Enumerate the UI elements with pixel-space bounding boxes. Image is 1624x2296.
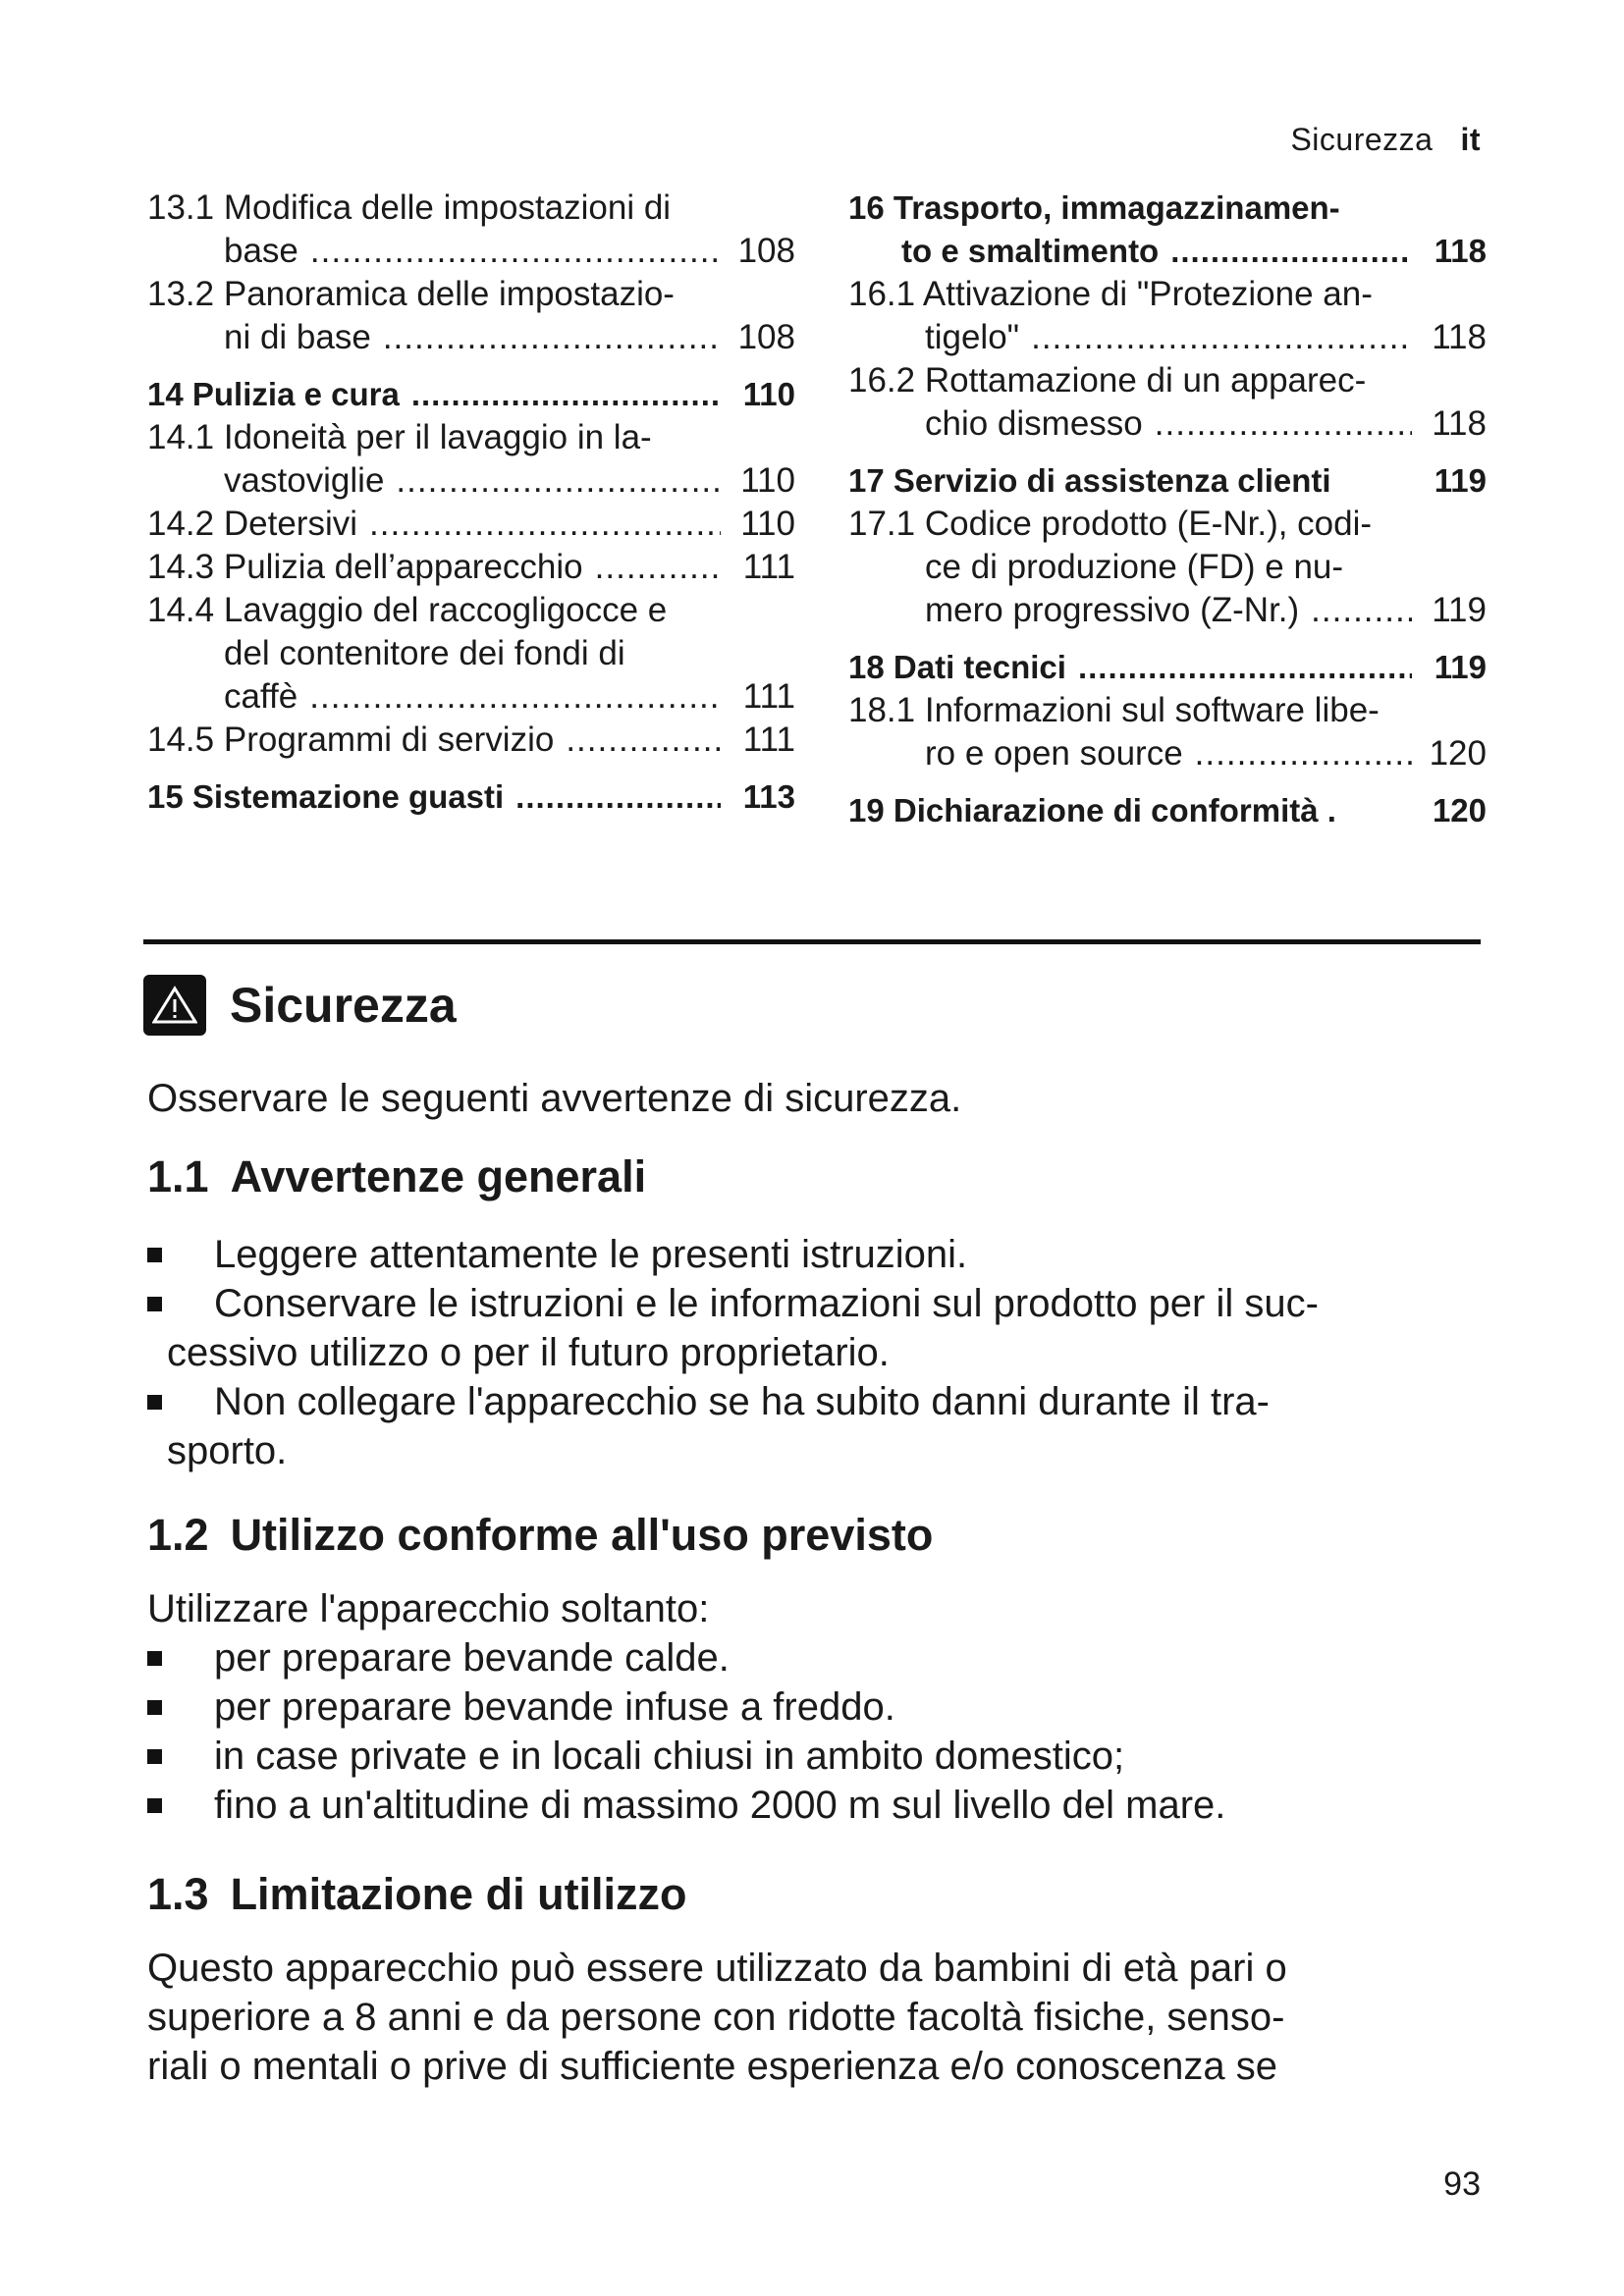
toc-title: Panoramica delle impostazio- <box>223 275 675 313</box>
toc-title: Pulizia dell’apparecchio <box>223 548 583 586</box>
toc-title-cont: vastoviglie <box>224 461 385 500</box>
list-item-text: in case private e in locali chiusi in ambito domestico; <box>214 1735 1125 1778</box>
toc-entry[interactable] <box>147 187 795 273</box>
paragraph-line: superiore a 8 anni e da persone con ridotte facoltà fisiche, senso- <box>147 1996 1285 2039</box>
toc-page: 119 <box>1432 591 1487 629</box>
toc-entry[interactable] <box>848 359 1487 446</box>
list-item <box>147 1781 1492 1830</box>
toc-page: 111 <box>742 548 795 586</box>
toc-page: 110 <box>740 461 795 500</box>
section-intro: Osservare le seguenti avvertenze di sicurezza. <box>147 1077 962 1120</box>
toc-page: 108 <box>737 232 795 270</box>
heading-1-2 <box>147 1510 933 1561</box>
toc-title: Modifica delle impostazioni di <box>223 188 672 227</box>
toc-number: 17 <box>848 462 885 499</box>
toc-title: Pulizia e cura <box>191 376 400 412</box>
list-item <box>147 1230 1492 1279</box>
toc-page: 118 <box>1432 318 1487 356</box>
toc-page: 110 <box>742 376 795 412</box>
intended-use-lead: Utilizzare l'apparecchio soltanto: <box>147 1587 710 1630</box>
toc-title-cont: ro e open source <box>925 734 1183 773</box>
toc-number: 18.1 <box>848 691 916 729</box>
running-header-lang: it <box>1460 122 1481 157</box>
running-header <box>1290 122 1481 158</box>
toc-page: 120 <box>1429 734 1487 773</box>
toc-page: 111 <box>742 721 795 759</box>
toc-page: 120 <box>1432 792 1487 828</box>
toc-leader <box>1078 646 1412 689</box>
toc-title: Programmi di servizio <box>223 721 555 759</box>
heading-text: Avvertenze generali <box>230 1151 647 1201</box>
toc-entry[interactable] <box>848 273 1487 359</box>
toc-leader <box>595 546 721 589</box>
toc-entry[interactable] <box>848 503 1487 632</box>
toc-leader <box>383 316 721 359</box>
toc-number: 14.4 <box>147 591 215 629</box>
toc-title: Detersivi <box>223 505 357 543</box>
toc-title-cont: to e smaltimento <box>901 233 1160 269</box>
list-item <box>147 1633 1492 1682</box>
list-item-text: fino a un'altitudine di massimo 2000 m sul livello del mare. <box>214 1784 1226 1827</box>
toc-title: Idoneità per il lavaggio in la- <box>223 418 652 456</box>
toc-number: 14.3 <box>147 548 215 586</box>
heading-1-3 <box>147 1869 687 1920</box>
toc-number: 13.2 <box>147 275 215 313</box>
list-item <box>147 1377 1492 1475</box>
toc-leader <box>1155 402 1412 446</box>
toc-entry[interactable] <box>147 273 795 359</box>
toc-title: Sistemazione guasti <box>191 778 505 815</box>
toc-page: 108 <box>737 318 795 356</box>
toc-leader <box>396 459 721 503</box>
list-item-text: Leggere attentamente le presenti istruzioni. <box>214 1233 968 1276</box>
toc-leader <box>566 719 721 762</box>
toc-number: 19 <box>848 792 885 828</box>
toc-number: 16.2 <box>848 361 916 400</box>
toc-title: Attivazione di "Protezione an- <box>922 275 1373 313</box>
toc-left-column <box>147 187 795 819</box>
warning-icon <box>143 975 206 1036</box>
toc-number: 17.1 <box>848 505 916 543</box>
toc-title-cont: ni di base <box>224 318 371 356</box>
list-item <box>147 1732 1492 1781</box>
toc-leader <box>1195 732 1412 775</box>
page-number: 93 <box>1443 2165 1481 2203</box>
toc-page: 113 <box>742 778 795 815</box>
list-item-text: per preparare bevande calde. <box>214 1636 730 1680</box>
toc-title: Trasporto, immagazzinamen- <box>893 189 1340 226</box>
section-divider <box>143 939 1481 944</box>
heading-text: Utilizzo conforme all'uso previsto <box>230 1510 934 1560</box>
general-warnings-list <box>147 1230 1492 1475</box>
list-item <box>147 1682 1492 1732</box>
toc-entry[interactable] <box>848 789 1487 832</box>
toc-leader <box>1170 230 1412 273</box>
toc-title: Dati tecnici <box>893 649 1066 685</box>
toc-entry[interactable] <box>147 503 795 546</box>
toc-entry[interactable] <box>848 459 1487 503</box>
toc-page: 118 <box>1434 233 1487 269</box>
toc-title: Informazioni sul software libe- <box>924 691 1380 729</box>
toc-page: 111 <box>742 677 795 716</box>
toc-title-cont: base <box>224 232 298 270</box>
toc-title-cont: mero progressivo (Z-Nr.) <box>925 591 1300 629</box>
list-item-text-cont: sporto. <box>167 1429 288 1472</box>
list-item <box>147 1279 1492 1377</box>
toc-title: Codice prodotto (E-Nr.), codi- <box>924 505 1373 543</box>
section-heading <box>143 975 457 1036</box>
heading-number: 1.1 <box>147 1151 209 1201</box>
heading-1-1 <box>147 1151 646 1202</box>
heading-number: 1.3 <box>147 1869 209 1919</box>
toc-entry[interactable] <box>147 589 795 719</box>
toc-leader <box>309 675 721 719</box>
toc-number: 16.1 <box>848 275 916 313</box>
toc-leader <box>369 503 721 546</box>
toc-number: 16 <box>848 189 885 226</box>
toc-entry[interactable] <box>147 719 795 762</box>
paragraph-line: Questo apparecchio può essere utilizzato da bambini di età pari o <box>147 1947 1287 1990</box>
list-item-text-cont: cessivo utilizzo o per il futuro proprietario. <box>167 1331 890 1374</box>
toc-right-column <box>848 187 1487 832</box>
toc-number: 14.2 <box>147 505 215 543</box>
toc-title: Servizio di assistenza clienti <box>893 462 1331 499</box>
toc-entry[interactable] <box>848 646 1487 689</box>
usage-limitation-paragraph <box>147 1944 1492 2091</box>
list-item-text: Non collegare l'apparecchio se ha subito danni durante il tra- <box>214 1380 1270 1423</box>
toc-entry[interactable] <box>147 373 795 416</box>
toc-title-cont: tigelo" <box>925 318 1020 356</box>
toc-title-cont: chio dismesso <box>925 404 1143 443</box>
running-header-section: Sicurezza <box>1290 122 1434 157</box>
toc-number: 13.1 <box>147 188 215 227</box>
toc-leader <box>411 373 721 416</box>
section-title: Sicurezza <box>230 978 457 1033</box>
toc-title: Dichiarazione di conformità . <box>893 792 1336 828</box>
toc-leader <box>1311 589 1412 632</box>
toc-leader <box>310 230 721 273</box>
toc-page: 110 <box>740 505 795 543</box>
toc-title-cont: del contenitore dei fondi di <box>224 634 625 672</box>
toc-entry[interactable] <box>848 689 1487 775</box>
toc-number: 14.5 <box>147 721 215 759</box>
heading-text: Limitazione di utilizzo <box>230 1869 687 1919</box>
toc-number: 18 <box>848 649 885 685</box>
toc-number: 14.1 <box>147 418 215 456</box>
toc-entry[interactable] <box>147 416 795 503</box>
toc-number: 14 <box>147 376 184 412</box>
toc-leader <box>1031 316 1412 359</box>
list-item-text: per preparare bevande infuse a freddo. <box>214 1685 895 1729</box>
toc-title: Lavaggio del raccogligocce e <box>223 591 668 629</box>
toc-entry[interactable] <box>147 775 795 819</box>
list-item-text: Conservare le istruzioni e le informazioni sul prodotto per il suc- <box>214 1282 1319 1325</box>
toc-page: 119 <box>1434 649 1487 685</box>
toc-title: Rottamazione di un apparec- <box>924 361 1367 400</box>
toc-page: 119 <box>1434 462 1487 499</box>
intended-use-block <box>147 1584 1492 1830</box>
heading-number: 1.2 <box>147 1510 209 1560</box>
toc-leader <box>515 775 721 819</box>
toc-title-cont: caffè <box>224 677 298 716</box>
paragraph-line: riali o mentali o prive di sufficiente esperienza e/o conoscenza se <box>147 2045 1278 2088</box>
toc-entry[interactable] <box>147 546 795 589</box>
toc-number: 15 <box>147 778 184 815</box>
toc-entry[interactable] <box>848 187 1487 273</box>
toc-page: 118 <box>1432 404 1487 443</box>
toc-title-cont: ce di produzione (FD) e nu- <box>925 548 1344 586</box>
